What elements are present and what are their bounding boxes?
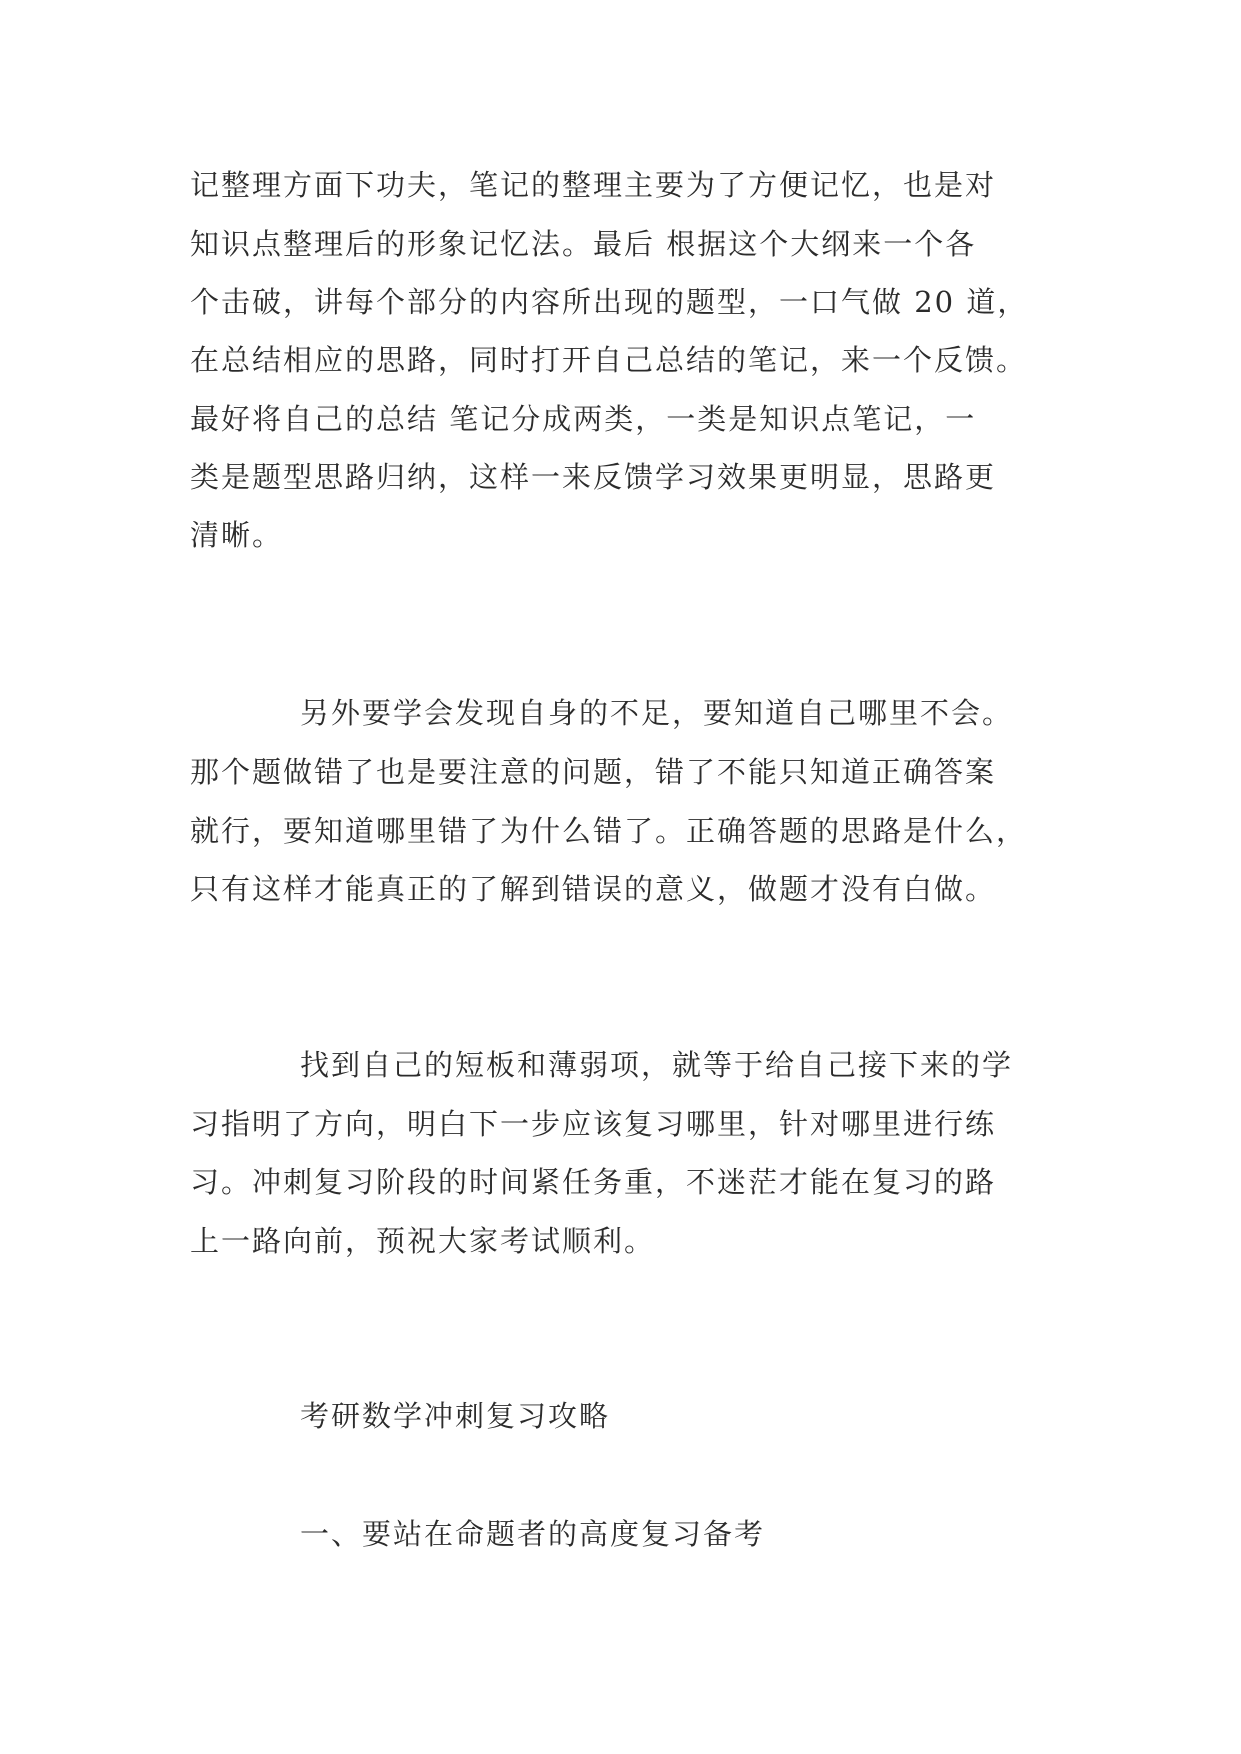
section-heading: 一、要站在命题者的高度复习备考 [300,1517,766,1551]
paragraph-line: 最好将自己的总结 笔记分成两类，一类是知识点笔记，一 [190,402,977,436]
paragraph-line: 上一路向前，预祝大家考试顺利。 [190,1224,656,1258]
paragraph-line: 习指明了方向，明白下一步应该复习哪里，针对哪里进行练 [190,1107,997,1141]
paragraph-line: 就行，要知道哪里错了为什么错了。正确答题的思路是什么， [190,814,1028,848]
paragraph-line: 类是题型思路归纳，这样一来反馈学习效果更明显，思路更 [190,460,997,494]
paragraph-line: 知识点整理后的形象记忆法。最后 根据这个大纲来一个各 [190,227,977,261]
paragraph-line: 在总结相应的思路，同时打开自己总结的笔记，来一个反馈。 [190,343,1028,377]
paragraph-line: 那个题做错了也是要注意的问题，错了不能只知道正确答案 [190,755,997,789]
paragraph-line: 清晰。 [190,518,284,552]
paragraph-line: 找到自己的短板和薄弱项，就等于给自己接下来的学 [300,1048,1014,1082]
paragraph-line: 另外要学会发现自身的不足，要知道自己哪里不会。 [300,696,1014,730]
paragraph-line: 只有这样才能真正的了解到错误的意义，做题才没有白做。 [190,872,997,906]
paragraph-line: 习。冲刺复习阶段的时间紧任务重，不迷茫才能在复习的路 [190,1165,997,1199]
section-title: 考研数学冲刺复习攻略 [300,1399,611,1433]
paragraph-line: 记整理方面下功夫，笔记的整理主要为了方便记忆，也是对 [190,168,997,202]
paragraph-line: 个击破，讲每个部分的内容所出现的题型，一口气做 20 道， [190,285,1029,319]
